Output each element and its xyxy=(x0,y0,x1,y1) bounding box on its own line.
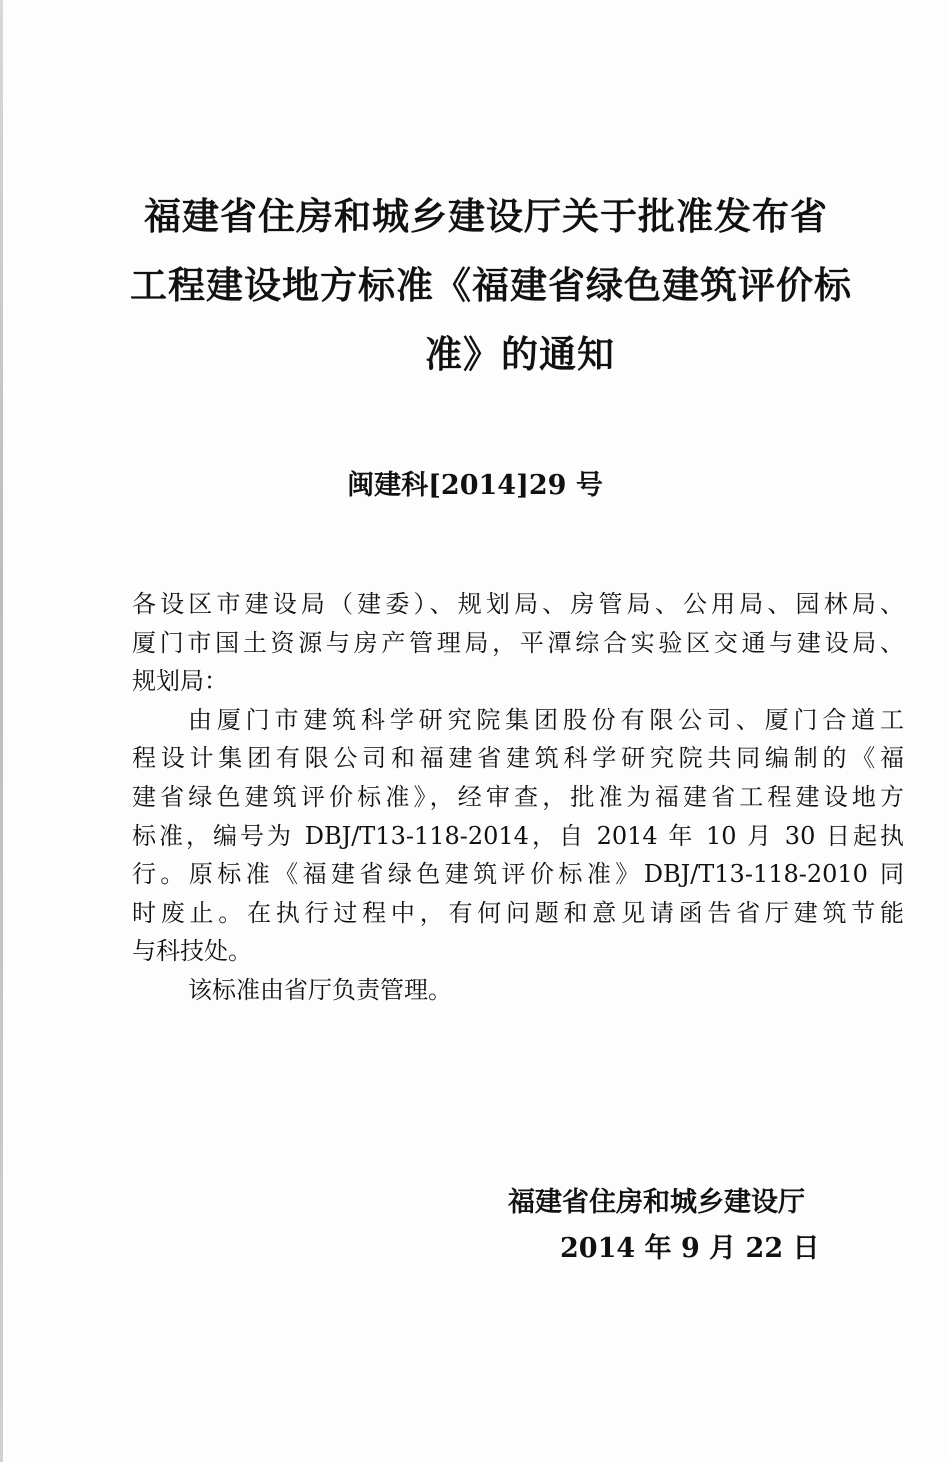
paragraph-line: 标准，编号为 DBJ/T13-118-2014，自 2014 年 10 月 30 日起执 xyxy=(132,821,904,850)
signature-block xyxy=(420,1180,950,1272)
title-line-1: 福建省住房和城乡建设厅关于批准发布省 xyxy=(144,195,828,238)
paragraph-line: 行。原标准《福建省绿色建筑评价标准》DBJ/T13-118-2010 同 xyxy=(132,860,904,889)
addressee-line: 各设区市建设局（建委）、规划局、房管局、公用局、园林局、 xyxy=(132,590,904,618)
addressee-line: 厦门市国土资源与房产管理局，平潭综合实验区交通与建设局、 xyxy=(132,628,904,657)
paragraph-line: 建省绿色建筑评价标准》，经审查，批准为福建省工程建设地方 xyxy=(132,782,904,811)
paragraph-line: 由厦门市建筑科学研究院集团股份有限公司、厦门合道工 xyxy=(188,705,904,734)
paragraph-line: 时废止。在执行过程中，有何问题和意见请函告省厅建筑节能 xyxy=(132,898,904,927)
document-number: 闽建科[2014]29 号 xyxy=(347,470,603,501)
issuing-organization: 福建省住房和城乡建设厅 xyxy=(508,1187,805,1218)
paragraph-line: 程设计集团有限公司和福建省建筑科学研究院共同编制的《福 xyxy=(132,744,904,773)
page-edge-shadow xyxy=(0,0,3,1462)
paragraph-line: 该标准由省厅负责管理。 xyxy=(188,975,452,1004)
issue-date: 2014 年 9 月 22 日 xyxy=(560,1233,820,1264)
title-line-3: 准》的通知 xyxy=(425,333,615,376)
paragraph-line: 与科技处。 xyxy=(132,937,252,966)
addressee-line: 规划局： xyxy=(132,667,228,696)
notice-title xyxy=(130,182,910,389)
notice-body xyxy=(132,585,904,1010)
title-line-2: 工程建设地方标准《福建省绿色建筑评价标 xyxy=(130,264,852,307)
